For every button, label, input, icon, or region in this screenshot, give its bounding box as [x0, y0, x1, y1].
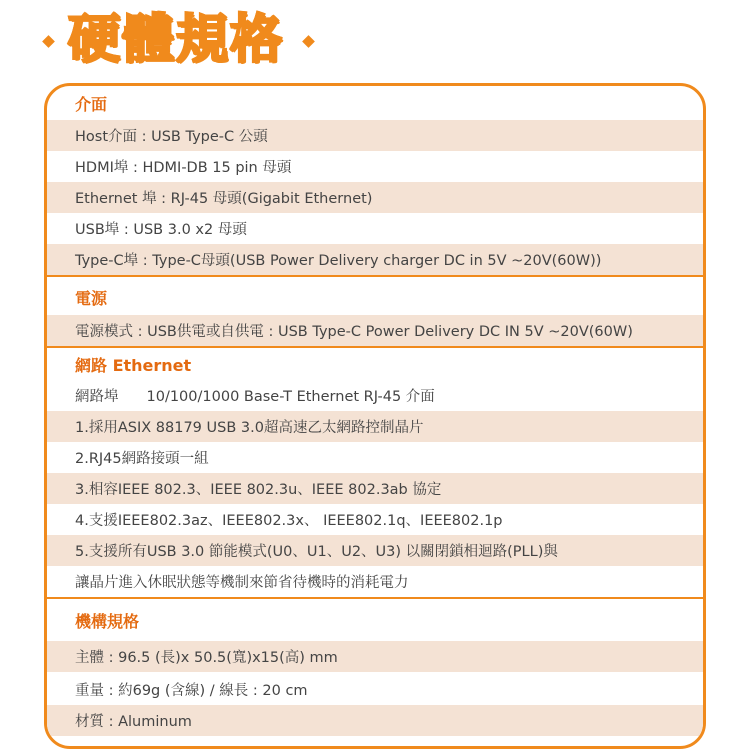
spec-row-power-saving-cont: 讓晶片進入休眠狀態等機制來節省待機時的消耗電力 [75, 575, 409, 591]
diamond-icon [42, 35, 55, 48]
spec-row-hdmi: HDMI埠 : HDMI-DB 15 pin 母頭 [75, 160, 292, 176]
title-area [0, 0, 750, 80]
spec-row-usb: USB埠 : USB 3.0 x2 母頭 [75, 222, 247, 238]
section-divider [47, 597, 703, 599]
spec-row-ieee-support: 4.支援IEEE802.3az、IEEE802.3x、 IEEE802.1q、IEEE802.1p [75, 513, 503, 529]
network-port-value: 10/100/1000 Base-T Ethernet RJ-45 介面 [146, 389, 435, 405]
section-header-mechanical: 機構規格 [75, 612, 140, 631]
spec-row-typec: Type-C埠 : Type-C母頭(USB Power Delivery charger DC in 5V ~20V(60W)) [47, 244, 703, 275]
section-divider [47, 346, 703, 348]
spec-row-power-mode: 電源模式 : USB供電或自供電 : USB Type-C Power Delivery DC IN 5V ~20V(60W) [47, 315, 703, 346]
spec-row-body: 主體 : 96.5 (長)x 50.5(寬)x15(高) mm [47, 641, 703, 672]
spec-row-power-saving: 5.支援所有USB 3.0 節能模式(U0、U1、U2、U3) 以關閉鎖相迴路(PLL)與 [47, 535, 703, 566]
spec-row-rj45: 2.RJ45網路接頭一組 [75, 451, 209, 467]
spec-table [44, 83, 706, 749]
spec-row-ieee-compat: 3.相容IEEE 802.3、IEEE 802.3u、IEEE 802.3ab 協定 [47, 473, 703, 504]
section-divider [47, 275, 703, 277]
page-title: 硬體規格 [68, 10, 285, 70]
spec-row-material: 材質 : Aluminum [47, 705, 703, 736]
spec-row-chip: 1.採用ASIX 88179 USB 3.0超高速乙太網路控制晶片 [47, 411, 703, 442]
diamond-icon [302, 35, 315, 48]
spec-row-host: Host介面 : USB Type-C 公頭 [47, 120, 703, 151]
spec-row-network-port [47, 380, 703, 411]
network-port-label: 網路埠 [75, 389, 119, 405]
spec-row-weight: 重量 : 約69g (含線) / 線長 : 20 cm [75, 683, 308, 699]
spec-row-ethernet-port: Ethernet 埠 : RJ-45 母頭(Gigabit Ethernet) [47, 182, 703, 213]
section-header-power: 電源 [75, 289, 108, 308]
section-header-interface: 介面 [75, 95, 108, 114]
section-header-ethernet: 網路 Ethernet [75, 356, 192, 375]
